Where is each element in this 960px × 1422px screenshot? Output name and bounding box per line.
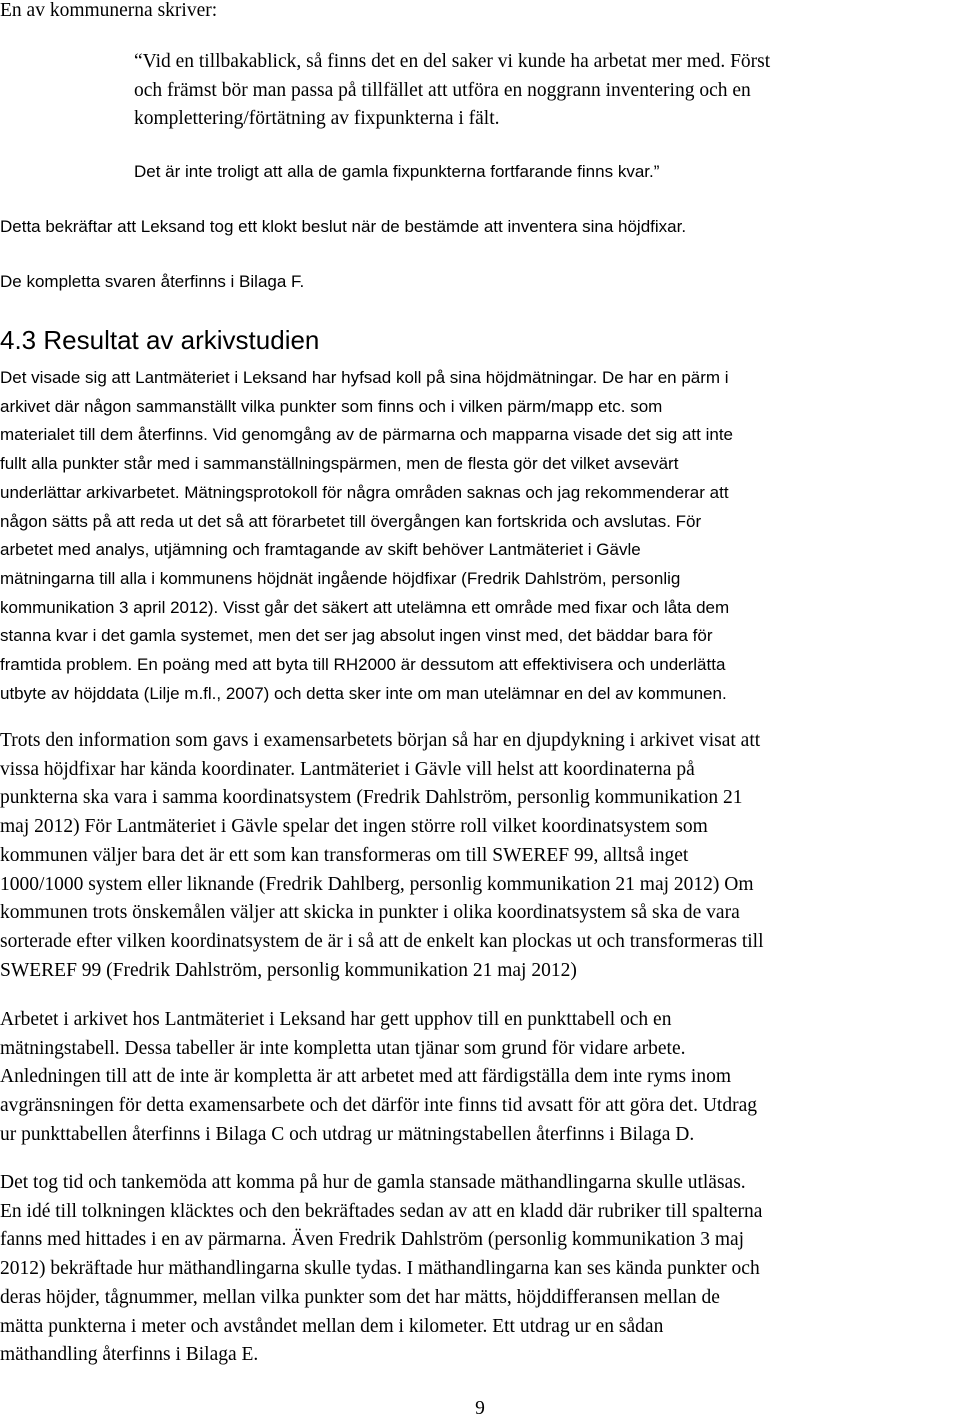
complete-answers-text — [0, 268, 304, 297]
text-line: fullt alla punkter står med i sammanställningspärmen, men de flesta gör det vilket avsevärt — [0, 454, 679, 474]
text-line: kommunen väljer bara det är ett som kan transformeras om till SWEREF 99, alltså inget — [0, 844, 689, 866]
text-line: stanna kvar i det gamla systemet, men det ser jag absolut ingen vinst med, det bäddar bara för — [0, 626, 713, 646]
text-line: framtida problem. En poäng med att byta till RH2000 är dessutom att effektivisera och underlätta — [0, 655, 726, 675]
section-heading: 4.3 Resultat av arkivstudien — [0, 325, 320, 355]
interpretation-paragraph — [0, 1169, 762, 1370]
text-line: 2012) bekräftade hur mäthandlingarna skulle tydas. I mäthandlingarna kan ses kända punkter och — [0, 1258, 760, 1280]
text-line: Detta bekräftar att Leksand tog ett klokt beslut när de bestämde att inventera sina höjdfixar. — [0, 217, 687, 236]
text-line: mäthandling återfinns i Bilaga E. — [0, 1344, 259, 1366]
text-line: Det är inte troligt att alla de gamla fixpunkterna fortfarande finns kvar.” — [134, 162, 660, 181]
page-number: 9 — [475, 1398, 485, 1419]
text-line: utbyte av höjddata (Lilje m.fl., 2007) och detta sker inte om man utelämnar en del av kommunen. — [0, 683, 727, 703]
text-line: Arbetet i arkivet hos Lantmäteriet i Leksand har gett upphov till en punkttabell och en — [0, 1009, 672, 1030]
text-line: 1000/1000 system eller liknande (Fredrik Dahlberg, personlig kommunikation 21 maj 2012) Om — [0, 873, 754, 895]
text-line: kommunikation 3 april 2012). Visst går det säkert att utelämna ett område med fixar och låta dem — [0, 597, 730, 617]
text-line: fanns med hittades i en av pärmarna. Även Fredrik Dahlström (personlig kommunikation 3 maj — [0, 1229, 745, 1251]
text-line: arkivet där någon sammanställt vilka punkter som finns och i vilken pärm/mapp etc. som — [0, 396, 663, 416]
text-line: Anledningen till att de inte är kompletta är att arbetet med att färdigställa dem inte ryms inom — [0, 1066, 732, 1088]
text-line: materialet till dem återfinns. Vid genomgång av de pärmarna och mapparna visade det sig att inte — [0, 425, 733, 445]
quote-paragraph-1 — [134, 48, 770, 134]
text-line: underlättar arkivarbetet. Mätningsprotokoll för några områden saknas och jag rekommenderar att — [0, 482, 729, 502]
text-line: mätningstabell. Dessa tabeller är inte kompletta utan tjänar som grund för vidare arbete. — [0, 1037, 686, 1059]
text-line: någon sätts på att reda ut det så att förarbetet till övergången kan fortskrida och avslutas. För — [0, 511, 702, 531]
text-line: SWEREF 99 (Fredrik Dahlström, personlig kommunikation 21 maj 2012) — [0, 959, 577, 981]
results-paragraph — [0, 364, 733, 708]
archive-paragraph — [0, 1006, 757, 1150]
quote-paragraph-2 — [134, 158, 659, 187]
text-line: En idé till tolkningen kläcktes och den bekräftades sedan av att en kladd där rubriker till spalterna — [0, 1200, 763, 1222]
text-line: vissa höjdfixar har kända koordinater. Lantmäteriet i Gävle vill helst att koordinaterna på — [0, 758, 695, 780]
intro-text — [0, 0, 217, 26]
text-line: mätta punkterna i meter och avståndet mellan dem i kilometer. Ett utdrag ur en sådan — [0, 1315, 664, 1337]
text-line: mätningarna till alla i kommunens höjdnät ingående höjdfixar (Fredrik Dahlström, personlig — [0, 568, 681, 588]
text-line: avgränsningen för detta examensarbete och det därför inte finns tid avsatt för att göra det. Utdrag — [0, 1095, 757, 1117]
text-line: ur punkttabellen återfinns i Bilaga C och utdrag ur mätningstabellen återfinns i Bilaga D. — [0, 1123, 695, 1145]
text-line: En av kommunerna skriver: — [0, 0, 218, 21]
text-line: “Vid en tillbakablick, så finns det en del saker vi kunde ha arbetat mer med. Först — [134, 51, 771, 72]
confirmation-text — [0, 213, 686, 242]
text-line: Det visade sig att Lantmäteriet i Leksand har hyfsad koll på sina höjdmätningar. De har en pärm i — [0, 368, 729, 387]
text-line: kommunen trots önskemålen väljer att skicka in punkter i olika koordinatsystem så ska de vara — [0, 902, 740, 924]
text-line: Trots den information som gavs i examensarbetets början så har en djupdykning i arkivet visat att — [0, 730, 761, 751]
text-line: maj 2012) För Lantmäteriet i Gävle spelar det ingen större roll vilket koordinatsystem som — [0, 816, 708, 838]
text-line: deras höjder, tågnummer, mellan vilka punkter som det har mätts, höjddifferansen mellan de — [0, 1286, 720, 1308]
text-line: punkterna ska vara i samma koordinatsystem (Fredrik Dahlström, personlig kommunikation 21 — [0, 787, 743, 809]
text-line: sorterade efter vilken koordinatsystem de är i så att de enkelt kan plockas ut och transformeras till — [0, 930, 764, 952]
coordinates-paragraph — [0, 727, 764, 985]
text-line: Det tog tid och tankemöda att komma på hur de gamla stansade mäthandlingarna skulle utläsas. — [0, 1172, 746, 1193]
text-line: komplettering/förtätning av fixpunkterna i fält. — [134, 108, 500, 130]
text-line: De kompletta svaren återfinns i Bilaga F. — [0, 272, 305, 291]
text-line: och främst bör man passa på tillfället att utföra en noggrann inventering och en — [134, 79, 751, 101]
text-line: arbetet med analys, utjämning och framtagande av skift behöver Lantmäteriet i Gävle — [0, 540, 641, 560]
